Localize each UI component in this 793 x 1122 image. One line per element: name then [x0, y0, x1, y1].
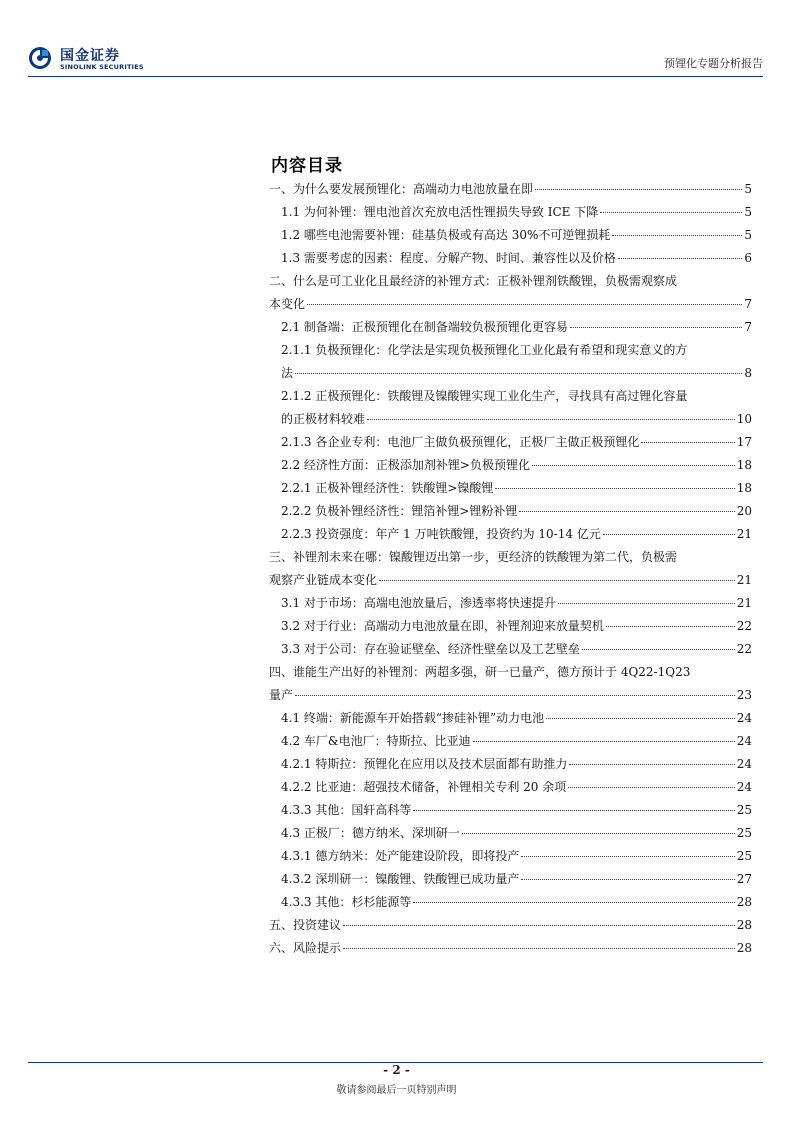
toc-entry[interactable]: [269, 247, 752, 270]
toc-dot-leader: [473, 741, 735, 742]
toc-page-number: 8: [744, 366, 752, 380]
toc-page-number: 27: [736, 872, 752, 886]
toc-entry-line: [281, 500, 752, 523]
toc-entry-line: [281, 707, 752, 730]
toc-entry-title: 4.3.3 其他：杉杉能源等: [281, 895, 412, 909]
toc-entry-line: [281, 408, 752, 431]
toc-entry-title: 1.2 哪些电池需要补锂：硅基负极或有高达 30%不可逆锂损耗: [281, 228, 611, 242]
toc-page-number: 5: [744, 228, 752, 242]
header-divider: [28, 76, 763, 77]
toc-entry-line: [281, 615, 752, 638]
toc-entry-line: [269, 914, 752, 937]
toc-entry[interactable]: [269, 937, 752, 960]
toc-entry-title: 二、什么是可工业化且最经济的补锂方式：正极补锂剂铁酸锂，负极需观察成: [269, 274, 678, 288]
toc-entry-title: 1.3 需要考虑的因素：程度、分解产物、时间、兼容性以及价格: [281, 251, 616, 265]
toc-entry-title: 4.3.3 其他：国轩高科等: [281, 803, 412, 817]
page-number: - 2 -: [383, 1063, 410, 1077]
toc-dot-leader: [295, 373, 742, 374]
toc-entry-line: [281, 592, 752, 615]
toc-page-number: 24: [736, 780, 752, 794]
toc-page-number: 21: [736, 596, 752, 610]
toc-page-number: 5: [744, 205, 752, 219]
toc-entry[interactable]: [269, 845, 752, 868]
logo-chinese-name: 国金证券: [60, 48, 120, 64]
toc-entry[interactable]: [269, 661, 752, 707]
toc-page-number: 25: [736, 826, 752, 840]
toc-entry-line: [281, 730, 752, 753]
toc-entry-title: 4.2 车厂&电池厂：特斯拉、比亚迪: [281, 734, 471, 748]
toc-entry-line: [269, 684, 752, 707]
toc-dot-leader: [612, 235, 742, 236]
toc-entry-title: 1.1 为何补锂：锂电池首次充放电活性锂损失导致 ICE 下降: [281, 205, 599, 219]
toc-entry-title: 2.1.2 正极预锂化：铁酸锂及镍酸锂实现工业化生产，寻找具有高过锂化容量: [281, 389, 688, 403]
toc-page-number: 21: [736, 573, 752, 587]
toc-entry-line: [281, 776, 752, 799]
toc-entry[interactable]: [269, 316, 752, 339]
toc-dot-leader: [618, 258, 742, 259]
toc-entry-line: [281, 247, 752, 270]
toc-dot-leader: [295, 695, 735, 696]
toc-page-number: 6: [744, 251, 752, 265]
toc-entry-title: 2.1 制备端：正极预锂化在制备端较负极预锂化更容易: [281, 320, 568, 334]
toc-entry[interactable]: [269, 500, 752, 523]
toc-dot-leader: [558, 603, 735, 604]
toc-dot-leader: [519, 511, 734, 512]
toc-dot-leader: [495, 488, 734, 489]
toc-entry-line: [281, 822, 752, 845]
toc-entry-line: [269, 937, 752, 960]
toc-page-number: 28: [736, 918, 752, 932]
toc-entry-title: 4.2.1 特斯拉：预锂化在应用以及技术层面都有助推力: [281, 757, 568, 771]
toc-entry-title: 三、补锂剂未来在哪：镍酸锂迈出第一步，更经济的铁酸锂为第二代，负极需: [269, 550, 678, 564]
toc-entry-line: [281, 316, 752, 339]
toc-page-number: 23: [736, 688, 752, 702]
toc-page-number: 24: [736, 711, 752, 725]
toc-entry[interactable]: [269, 201, 752, 224]
toc-entry-title: 2.1.1 负极预锂化：化学法是实现负极预锂化工业化最有希望和现实意义的方: [281, 343, 688, 357]
toc-page-number: 7: [744, 320, 752, 334]
toc-entry[interactable]: [269, 868, 752, 891]
toc-entry[interactable]: [269, 546, 752, 592]
toc-page-number: 25: [736, 849, 752, 863]
toc-entry-line: [281, 362, 752, 385]
toc-heading: 内容目录: [271, 156, 343, 176]
toc-entry-title: 五、投资建议: [269, 918, 342, 932]
toc-entry-title: 4.1 终端：新能源车开始搭载“掺硅补锂”动力电池: [281, 711, 545, 725]
toc-entry[interactable]: [269, 730, 752, 753]
toc-page-number: 24: [736, 734, 752, 748]
toc-dot-leader: [462, 833, 735, 834]
toc-entry[interactable]: [269, 385, 752, 431]
toc-entry-title: 一、为什么要发展预锂化：高端动力电池放量在即: [269, 182, 534, 196]
toc-entry-title: 四、谁能生产出好的补锂剂：两超多强，研一已量产，德方预计于 4Q22-1Q23: [269, 665, 691, 679]
toc-entry-line: [281, 868, 752, 891]
toc-entry-line: [281, 523, 752, 546]
toc-page-number: 22: [736, 619, 752, 633]
toc-entry-title: 3.3 对于公司：存在验证壁垒、经济性壁垒以及工艺壁垒: [281, 642, 580, 656]
toc-dot-leader: [569, 764, 734, 765]
company-logo: [28, 44, 158, 74]
toc-page-number: 25: [736, 803, 752, 817]
logo-english-name: SINOLINK SECURITIES: [60, 63, 144, 71]
toc-entry-line: [281, 845, 752, 868]
toc-page-number: 7: [744, 297, 752, 311]
toc-entry[interactable]: [269, 891, 752, 914]
toc-entry-line: [269, 178, 752, 201]
toc-entry-title-continued: 法: [281, 366, 294, 380]
toc-dot-leader: [343, 948, 735, 949]
toc-dot-leader: [532, 465, 735, 466]
toc-entry-title: 4.3.1 德方纳米：处产能建设阶段，即将投产: [281, 849, 520, 863]
toc-entry[interactable]: [269, 270, 752, 316]
toc-page-number: 20: [736, 504, 752, 518]
toc-entry[interactable]: [269, 178, 752, 201]
toc-entry[interactable]: [269, 592, 752, 615]
toc-entry-title: 4.3 正极厂：德方纳米、深圳研一: [281, 826, 460, 840]
toc-entry-line: [281, 201, 752, 224]
toc-page-number: 18: [736, 481, 752, 495]
page-header: [28, 44, 763, 74]
toc-entry[interactable]: [269, 523, 752, 546]
toc-entry-title-continued: 观察产业链成本变化: [269, 573, 378, 587]
toc-dot-leader: [641, 442, 734, 443]
toc-dot-leader: [606, 626, 735, 627]
toc-page-number: 24: [736, 757, 752, 771]
toc-entry-line: [269, 293, 752, 316]
toc-entry-line: [281, 477, 752, 500]
toc-entry[interactable]: [269, 431, 752, 454]
toc-entry-title: 2.2.3 投资强度：年产 1 万吨铁酸锂，投资约为 10-14 亿元: [281, 527, 601, 541]
toc-entry-title: 2.2 经济性方面：正极添加剂补锂>负极预锂化: [281, 458, 530, 472]
toc-page-number: 5: [744, 182, 752, 196]
toc-dot-leader: [367, 419, 735, 420]
toc-page-number: 22: [736, 642, 752, 656]
toc-dot-leader: [413, 902, 734, 903]
toc-entry[interactable]: [269, 477, 752, 500]
toc-dot-leader: [379, 580, 735, 581]
toc-entry[interactable]: [269, 454, 752, 477]
toc-entry-title-continued: 量产: [269, 688, 294, 702]
toc-dot-leader: [570, 327, 742, 328]
toc-dot-leader: [413, 810, 734, 811]
toc-entry[interactable]: [269, 753, 752, 776]
toc-entry-title: 3.1 对于市场：高端电池放量后，渗透率将快速提升: [281, 596, 556, 610]
toc-dot-leader: [521, 879, 734, 880]
toc-entry-line: [281, 891, 752, 914]
toc-entry-title: 2.2.1 正极补锂经济性：铁酸锂>镍酸锂: [281, 481, 494, 495]
toc-entry[interactable]: [269, 339, 752, 385]
report-title: 预锂化专题分析报告: [664, 57, 763, 70]
toc-page-number: 28: [736, 941, 752, 955]
table-of-contents: [269, 178, 752, 960]
toc-entry[interactable]: [269, 799, 752, 822]
sinolink-logo-icon: [28, 46, 52, 70]
toc-dot-leader: [546, 718, 735, 719]
toc-entry-title: 3.2 对于行业：高端动力电池放量在即，补锂剂迎来放量契机: [281, 619, 604, 633]
toc-entry[interactable]: [269, 776, 752, 799]
toc-page-number: 17: [736, 435, 752, 449]
toc-page-number: 28: [736, 895, 752, 909]
toc-dot-leader: [600, 212, 742, 213]
toc-dot-leader: [307, 304, 742, 305]
toc-entry[interactable]: [269, 638, 752, 661]
toc-dot-leader: [521, 856, 734, 857]
toc-entry-title: 2.1.3 各企业专利：电池厂主做负极预锂化，正极厂主做正极预锂化: [281, 435, 640, 449]
toc-page-number: 21: [736, 527, 752, 541]
toc-entry-title: 4.2.2 比亚迪：超强技术储备，补锂相关专利 20 余项: [281, 780, 567, 794]
toc-entry[interactable]: [269, 615, 752, 638]
toc-entry-title: 六、风险提示: [269, 941, 342, 955]
toc-entry-line: [281, 454, 752, 477]
toc-entry-line: [281, 638, 752, 661]
toc-entry-title-continued: 的正极材料较难: [281, 412, 366, 426]
footer-disclaimer: 敬请参阅最后一页特别声明: [336, 1085, 457, 1096]
toc-entry-line: [281, 431, 752, 454]
toc-page-number: 18: [736, 458, 752, 472]
toc-entry[interactable]: [269, 224, 752, 247]
toc-entry[interactable]: [269, 914, 752, 937]
toc-entry-line: [281, 753, 752, 776]
toc-dot-leader: [535, 189, 742, 190]
toc-entry-line: [281, 224, 752, 247]
toc-entry-line: [269, 569, 752, 592]
toc-entry-title: 2.2.2 负极补锂经济性：锂箔补锂>锂粉补锂: [281, 504, 518, 518]
toc-dot-leader: [603, 534, 735, 535]
toc-entry-line: [281, 799, 752, 822]
toc-entry-title: 4.3.2 深圳研一：镍酸锂、铁酸锂已成功量产: [281, 872, 520, 886]
toc-dot-leader: [343, 925, 735, 926]
toc-page-number: 10: [736, 412, 752, 426]
toc-entry-title-continued: 本变化: [269, 297, 306, 311]
toc-dot-leader: [582, 649, 735, 650]
toc-entry[interactable]: [269, 707, 752, 730]
toc-dot-leader: [568, 787, 734, 788]
toc-entry[interactable]: [269, 822, 752, 845]
